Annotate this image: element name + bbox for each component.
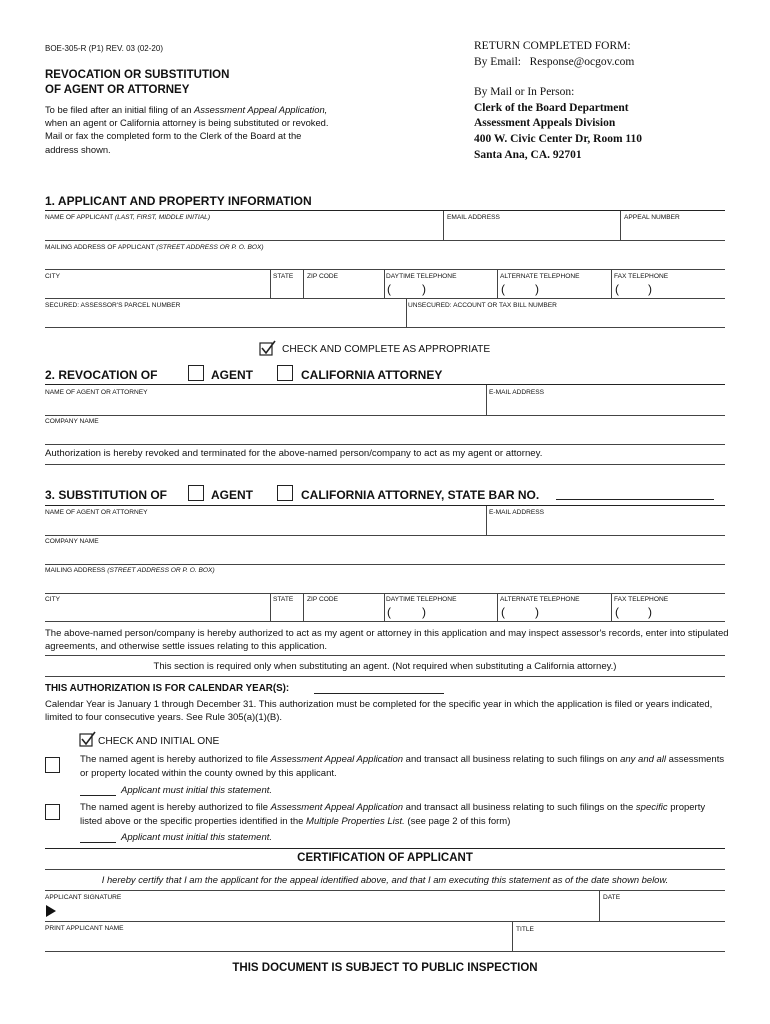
text-part: assessments or property located within the county owned by this applicant. (80, 754, 725, 779)
substitute-agent-name-field[interactable] (45, 517, 485, 535)
city-label: CITY (45, 273, 61, 280)
email-label: By Email: (474, 55, 521, 68)
section2-rule (45, 384, 725, 385)
area-code-open: ( (501, 282, 505, 296)
substitute-agent-email-field[interactable] (489, 517, 724, 535)
text-part: and transact all business relating to such filings on (403, 754, 621, 765)
area-code-open: ( (387, 605, 391, 619)
section2-heading: 2. REVOCATION OF (45, 368, 158, 382)
alternate-phone-label: ALTERNATE TELEPHONE (500, 273, 580, 280)
certification-rule (45, 848, 725, 849)
address-line4: Santa Ana, CA. 92701 (474, 148, 582, 161)
divider (406, 299, 407, 327)
city-field[interactable] (45, 281, 269, 298)
option2-initial-field[interactable] (80, 842, 116, 843)
divider (303, 594, 304, 621)
row-rule (45, 921, 725, 922)
text-part: and transact all business relating to such filings on the (403, 802, 636, 813)
area-code-close: ) (648, 605, 652, 619)
option1-initial-field[interactable] (80, 795, 116, 796)
zip-code-label: ZIP CODE (307, 596, 339, 603)
divider (270, 594, 271, 621)
check-initial-label: CHECK AND INITIAL ONE (98, 736, 220, 747)
text-italic: Multiple Properties List. (306, 815, 405, 827)
unsecured-account-label: UNSECURED: ACCOUNT OR TAX BILL NUMBER (408, 302, 557, 309)
row-rule (45, 444, 725, 445)
intro-text (45, 103, 337, 156)
company-name-label: COMPANY NAME (45, 538, 99, 545)
label-text: MAILING ADDRESS (45, 567, 108, 574)
label-text: MAILING ADDRESS OF APPLICANT (45, 244, 157, 251)
intro-italic: Assessment Appeal Application, (194, 104, 328, 115)
revoke-attorney-checkbox[interactable] (277, 365, 293, 381)
daytime-phone-label: DAYTIME TELEPHONE (386, 273, 457, 280)
sign-here-arrow-icon (46, 905, 56, 917)
state-label: STATE (273, 273, 294, 280)
return-title: RETURN COMPLETED FORM: (474, 40, 631, 52)
return-email-line (474, 55, 634, 71)
area-code-open: ( (387, 282, 391, 296)
mailing-address-label (45, 567, 215, 574)
option2-checkbox[interactable] (45, 804, 60, 820)
revoke-agent-email-field[interactable] (489, 397, 724, 415)
checkbox-checked-icon (79, 731, 96, 748)
substitute-attorney-label: CALIFORNIA ATTORNEY, STATE BAR NO. (301, 488, 540, 502)
row-rule (45, 269, 725, 270)
fax-field[interactable] (614, 281, 724, 298)
unsecured-account-field[interactable] (408, 310, 724, 327)
divider (486, 506, 487, 535)
revoke-company-field[interactable] (45, 426, 725, 444)
area-code-open: ( (615, 605, 619, 619)
address-line3: 400 W. Civic Center Dr, Room 110 (474, 133, 643, 146)
divider (620, 211, 621, 240)
public-inspection-notice: THIS DOCUMENT IS SUBJECT TO PUBLIC INSPECTION (232, 962, 538, 974)
text-part: The named agent is hereby authorized to file (80, 754, 271, 765)
form-id: BOE-305-R (P1) REV. 03 (02-20) (45, 44, 163, 53)
form-title-line1: REVOCATION OR SUBSTITUTION (45, 69, 230, 81)
appeal-number-field[interactable] (624, 222, 724, 240)
agent-name-label: NAME OF AGENT OR ATTORNEY (45, 389, 148, 396)
label-text: NAME OF APPLICANT (45, 214, 115, 221)
print-name-field[interactable] (45, 933, 510, 951)
agent-name-label: NAME OF AGENT OR ATTORNEY (45, 509, 148, 516)
row-rule (45, 951, 725, 952)
divider (512, 922, 513, 951)
appeal-number-label: APPEAL NUMBER (624, 214, 680, 221)
section3-heading: 3. SUBSTITUTION OF (45, 488, 168, 502)
option1-initial-label: Applicant must initial this statement. (121, 785, 273, 796)
row-rule (45, 535, 725, 536)
text-part: (see page 2 of this form) (404, 815, 511, 827)
alternate-phone-field[interactable] (500, 281, 610, 298)
title-field[interactable] (516, 934, 724, 951)
city-label: CITY (45, 596, 61, 603)
daytime-phone-label: DAYTIME TELEPHONE (386, 596, 457, 603)
substitute-city-field[interactable] (45, 604, 269, 621)
email-address-label: EMAIL ADDRESS (447, 214, 500, 221)
area-code-close: ) (422, 282, 426, 296)
text-part: property listed above or the specific properties identified in the (80, 802, 706, 827)
row-rule (45, 464, 725, 465)
email-address-field[interactable] (447, 222, 619, 240)
divider (303, 270, 304, 298)
revoke-agent-label: AGENT (211, 368, 253, 382)
revoke-agent-name-field[interactable] (45, 397, 485, 415)
text-italic: specific (635, 802, 668, 813)
agent-email-label: E-MAIL ADDRESS (489, 389, 545, 396)
revoke-attorney-label: CALIFORNIA ATTORNEY (301, 368, 443, 382)
signature-field[interactable] (60, 902, 598, 921)
area-code-open: ( (615, 282, 619, 296)
section1-heading: 1. APPLICANT AND PROPERTY INFORMATION (45, 194, 312, 208)
divider (486, 385, 487, 415)
label-italic: (LAST, FIRST, MIDDLE INITIAL) (114, 214, 211, 221)
state-label: STATE (273, 596, 294, 603)
section1-rule (45, 210, 725, 211)
substitute-agent-checkbox[interactable] (188, 485, 204, 501)
return-email-link[interactable]: Response@ocgov.com (529, 55, 635, 68)
certification-heading: CERTIFICATION OF APPLICANT (297, 852, 473, 864)
state-field[interactable] (272, 281, 302, 298)
option2-text (80, 801, 725, 828)
row-rule (45, 890, 725, 891)
row-rule (45, 869, 725, 870)
date-field[interactable] (603, 902, 724, 921)
intro-part: To be filed after an initial filing of an (45, 104, 195, 115)
row-rule (45, 298, 725, 299)
zip-code-label: ZIP CODE (307, 273, 339, 280)
print-name-label: PRINT APPLICANT NAME (45, 925, 124, 932)
substitute-agent-label: AGENT (211, 488, 253, 502)
row-rule (45, 676, 725, 677)
secured-parcel-label: SECURED: ASSESSOR'S PARCEL NUMBER (45, 302, 181, 309)
form-title-line2: OF AGENT OR ATTORNEY (45, 83, 190, 96)
intro-part: when an agent or California attorney is being substituted or revoked. Mail or fax the completed form to the Clerk of the Board at the address shown. (45, 117, 329, 155)
revoke-agent-checkbox[interactable] (188, 365, 204, 381)
substitute-fax-field[interactable] (614, 604, 724, 621)
revocation-statement: Authorization is hereby revoked and terminated for the above-named person/company to act as my agent or attorney. (45, 448, 543, 459)
substitute-company-field[interactable] (45, 546, 725, 564)
calendar-year-label: THIS AUTHORIZATION IS FOR CALENDAR YEAR(S): (45, 683, 290, 694)
substitute-zip-field[interactable] (306, 604, 383, 621)
substitute-attorney-checkbox[interactable] (277, 485, 293, 501)
certification-statement: I hereby certify that I am the applicant for the appeal identified above, and that I am executing this statement as of the date shown below. (101, 874, 669, 885)
alternate-phone-label: ALTERNATE TELEPHONE (500, 596, 580, 603)
option1-text (80, 753, 725, 780)
divider (384, 270, 385, 298)
mailing-address-label (45, 244, 264, 251)
fax-label: FAX TELEPHONE (614, 596, 669, 603)
row-rule (45, 593, 725, 594)
mail-label: By Mail or In Person: (474, 86, 575, 98)
row-rule (45, 415, 725, 416)
company-name-label: COMPANY NAME (45, 418, 99, 425)
area-code-open: ( (501, 605, 505, 619)
option2-initial-label: Applicant must initial this statement. (121, 832, 273, 843)
daytime-phone-field[interactable] (386, 281, 496, 298)
applicant-name-field[interactable] (45, 222, 443, 240)
calendar-year-field[interactable] (314, 693, 444, 694)
divider (497, 594, 498, 621)
text-part: The named agent is hereby authorized to file (80, 802, 271, 813)
substitute-daytime-phone-field[interactable] (386, 604, 496, 621)
divider (611, 594, 612, 621)
state-bar-number-field[interactable] (556, 499, 714, 500)
text-italic: Assessment Appeal Application (270, 802, 404, 813)
label-italic: (STREET ADDRESS OR P. O. BOX) (107, 567, 215, 574)
fax-label: FAX TELEPHONE (614, 273, 669, 280)
text-italic: Assessment Appeal Application (270, 754, 404, 765)
area-code-close: ) (535, 605, 539, 619)
area-code-close: ) (535, 282, 539, 296)
address-line1: Clerk of the Board Department (474, 101, 629, 114)
date-label: DATE (603, 894, 621, 901)
row-rule (45, 564, 725, 565)
title-label: TITLE (516, 926, 534, 933)
row-rule (45, 240, 725, 241)
divider (599, 891, 600, 921)
mailing-address-field[interactable] (45, 252, 725, 269)
substitute-alternate-phone-field[interactable] (500, 604, 610, 621)
area-code-close: ) (648, 282, 652, 296)
form-title (45, 68, 229, 97)
row-rule (45, 327, 725, 328)
applicant-name-label (45, 214, 210, 221)
section3-rule (45, 505, 725, 506)
row-rule (45, 655, 725, 656)
substitute-state-field[interactable] (272, 604, 302, 621)
area-code-close: ) (422, 605, 426, 619)
secured-parcel-field[interactable] (45, 310, 405, 327)
text-italic: any and all (620, 754, 667, 765)
required-note: This section is required only when substituting an agent. (Not required when substituting a California attorney.) (153, 661, 617, 672)
return-block (474, 39, 634, 70)
check-complete-label: CHECK AND COMPLETE AS APPROPRIATE (282, 344, 491, 355)
checkbox-checked-icon (259, 340, 276, 357)
option1-checkbox[interactable] (45, 757, 60, 773)
signature-label: APPLICANT SIGNATURE (45, 894, 122, 901)
label-italic: (STREET ADDRESS OR P. O. BOX) (156, 244, 264, 251)
divider (497, 270, 498, 298)
row-rule (45, 621, 725, 622)
agent-email-label: E-MAIL ADDRESS (489, 509, 545, 516)
authorization-text: The above-named person/company is hereby authorized to act as my agent or attorney in this application and may inspect assessor's records, enter into stipulated agreements, and otherwise settle issues relating to this application. (45, 628, 729, 652)
divider (270, 270, 271, 298)
divider (384, 594, 385, 621)
substitute-mailing-field[interactable] (45, 575, 725, 593)
zip-code-field[interactable] (306, 281, 383, 298)
calendar-year-text: Calendar Year is January 1 through December 31. This authorization must be completed for the specific year in which the application is filed or years indicated, limited to four consecutive years. See Rule 305(a)(1)(B). (45, 699, 713, 723)
mail-block (474, 85, 642, 164)
divider (443, 211, 444, 240)
divider (611, 270, 612, 298)
address-line2: Assessment Appeals Division (474, 117, 616, 130)
